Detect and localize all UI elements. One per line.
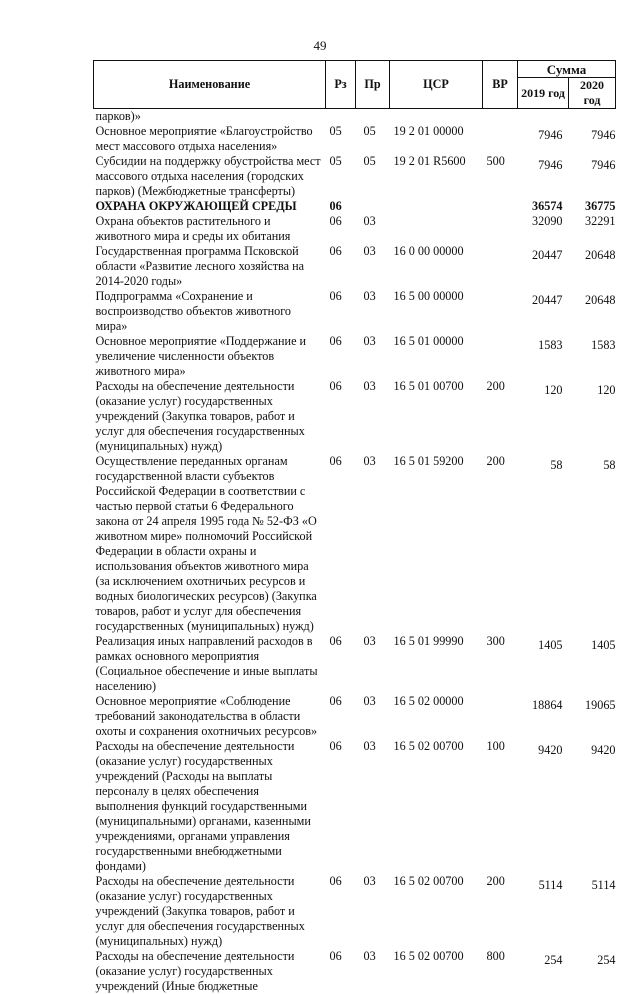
- cell-csr: 16 5 01 59200: [390, 454, 483, 634]
- table-row: [94, 739, 616, 874]
- cell-name: Субсидии на поддержку обустройства мест массового отдыха населения (городских парков) (Межбюджетные трансферты): [94, 154, 326, 199]
- table-row: [94, 949, 616, 994]
- table-row: [94, 334, 616, 379]
- cell-csr: 16 5 01 00000: [390, 334, 483, 379]
- cell-csr: [390, 109, 483, 125]
- cell-vr: 500: [483, 154, 518, 199]
- cell-s19: 7946: [518, 124, 569, 154]
- table-row: [94, 694, 616, 739]
- cell-name: Расходы на обеспечение деятельности (оказание услуг) государственных учреждений (Иные бюджетные: [94, 949, 326, 994]
- cell-rz: 06: [326, 694, 356, 739]
- header-csr: ЦСР: [390, 61, 483, 109]
- cell-s19: 5114: [518, 874, 569, 949]
- cell-rz: 06: [326, 739, 356, 874]
- cell-s20: 20648: [569, 244, 616, 289]
- cell-pr: 05: [356, 154, 390, 199]
- cell-name: Расходы на обеспечение деятельности (оказание услуг) государственных учреждений (Закупка товаров, работ и услуг для обеспечения государственных (муниципальных) нужд): [94, 874, 326, 949]
- cell-csr: 16 5 02 00700: [390, 949, 483, 994]
- cell-rz: 06: [326, 244, 356, 289]
- table-row: [94, 454, 616, 634]
- table-row: [94, 199, 616, 214]
- cell-s20: 20648: [569, 289, 616, 334]
- cell-s20: 36775: [569, 199, 616, 214]
- cell-pr: 03: [356, 949, 390, 994]
- cell-csr: 19 2 01 R5600: [390, 154, 483, 199]
- cell-rz: 06: [326, 199, 356, 214]
- cell-vr: 300: [483, 634, 518, 694]
- cell-s19: 254: [518, 949, 569, 994]
- header-name: Наименование: [94, 61, 326, 109]
- cell-vr: [483, 214, 518, 244]
- cell-pr: 03: [356, 694, 390, 739]
- cell-rz: 06: [326, 634, 356, 694]
- cell-rz: 06: [326, 379, 356, 454]
- cell-csr: 16 0 00 00000: [390, 244, 483, 289]
- budget-table: [93, 60, 616, 994]
- cell-name: Подпрограмма «Сохранение и воспроизводство объектов животного мира»: [94, 289, 326, 334]
- cell-name: Расходы на обеспечение деятельности (оказание услуг) государственных учреждений (Закупка товаров, работ и услуг для обеспечения государственных (муниципальных) нужд): [94, 379, 326, 454]
- cell-s20: 7946: [569, 124, 616, 154]
- table-row: [94, 244, 616, 289]
- cell-s19: 20447: [518, 244, 569, 289]
- cell-pr: 03: [356, 244, 390, 289]
- cell-vr: 200: [483, 454, 518, 634]
- cell-pr: 03: [356, 214, 390, 244]
- cell-csr: 16 5 02 00700: [390, 874, 483, 949]
- cell-csr: [390, 199, 483, 214]
- cell-rz: 06: [326, 289, 356, 334]
- cell-vr: [483, 289, 518, 334]
- cell-name: Расходы на обеспечение деятельности (оказание услуг) государственных учреждений (Расходы на выплаты персоналу в целях обеспечения выполнения функций государственными (муниципальными) органами, казенными учреждениями, органами управления государственными внебюджетными фондами): [94, 739, 326, 874]
- cell-s20: 58: [569, 454, 616, 634]
- table-row: [94, 154, 616, 199]
- cell-s19: 120: [518, 379, 569, 454]
- cell-s20: [569, 109, 616, 125]
- cell-s19: 36574: [518, 199, 569, 214]
- table-row: [94, 289, 616, 334]
- cell-s19: 1583: [518, 334, 569, 379]
- cell-csr: 16 5 01 00700: [390, 379, 483, 454]
- cell-name: ОХРАНА ОКРУЖАЮЩЕЙ СРЕДЫ: [94, 199, 326, 214]
- cell-csr: 16 5 01 99990: [390, 634, 483, 694]
- cell-vr: 100: [483, 739, 518, 874]
- cell-csr: [390, 214, 483, 244]
- cell-s19: 32090: [518, 214, 569, 244]
- cell-vr: [483, 694, 518, 739]
- cell-s20: 1583: [569, 334, 616, 379]
- cell-name: Осуществление переданных органам государственной власти субъектов Российской Федерации в соответствии с частью первой статьи 6 Федерального закона от 24 апреля 1995 года № 52-ФЗ «О животном мире» полномочий Российской Федерации в области охраны и использования объектов животного мира (за исключением охотничьих ресурсов и водных биологических ресурсов) (Закупка товаров, работ и услуг для обеспечения государственных (муниципальных) нужд): [94, 454, 326, 634]
- cell-vr: [483, 124, 518, 154]
- cell-s20: 5114: [569, 874, 616, 949]
- cell-csr: 16 5 02 00000: [390, 694, 483, 739]
- cell-name: Основное мероприятие «Благоустройство мест массового отдыха населения»: [94, 124, 326, 154]
- cell-vr: 200: [483, 379, 518, 454]
- cell-s20: 19065: [569, 694, 616, 739]
- cell-pr: 03: [356, 634, 390, 694]
- cell-s19: 18864: [518, 694, 569, 739]
- cell-pr: 03: [356, 739, 390, 874]
- cell-csr: 16 5 00 00000: [390, 289, 483, 334]
- header-pr: Пр: [356, 61, 390, 109]
- cell-pr: 03: [356, 454, 390, 634]
- cell-s20: 32291: [569, 214, 616, 244]
- cell-pr: [356, 199, 390, 214]
- table-row: [94, 874, 616, 949]
- cell-s20: 1405: [569, 634, 616, 694]
- table-body: [94, 109, 616, 994]
- cell-pr: 03: [356, 874, 390, 949]
- cell-rz: [326, 109, 356, 125]
- cell-s19: 9420: [518, 739, 569, 874]
- cell-name: парков)»: [94, 109, 326, 125]
- cell-vr: 800: [483, 949, 518, 994]
- table-row: [94, 214, 616, 244]
- cell-name: Государственная программа Псковской области «Развитие лесного хозяйства на 2014-2020 годы»: [94, 244, 326, 289]
- header-year-2019: 2019 год: [518, 78, 569, 109]
- table-row: [94, 379, 616, 454]
- cell-s20: 120: [569, 379, 616, 454]
- cell-vr: [483, 199, 518, 214]
- header-year-2020: 2020 год: [569, 78, 616, 109]
- cell-pr: 05: [356, 124, 390, 154]
- cell-vr: [483, 244, 518, 289]
- cell-rz: 06: [326, 874, 356, 949]
- cell-name: Основное мероприятие «Соблюдение требований законодательства в области охоты и сохранения охотничьих ресурсов»: [94, 694, 326, 739]
- cell-rz: 06: [326, 454, 356, 634]
- cell-vr: [483, 109, 518, 125]
- cell-rz: 06: [326, 949, 356, 994]
- page-number: 49: [0, 38, 640, 54]
- cell-rz: 06: [326, 214, 356, 244]
- table-header: [94, 61, 616, 109]
- cell-name: Реализация иных направлений расходов в рамках основного мероприятия (Социальное обеспечение и иные выплаты населению): [94, 634, 326, 694]
- table-row: [94, 634, 616, 694]
- cell-s19: [518, 109, 569, 125]
- cell-s19: 1405: [518, 634, 569, 694]
- cell-name: Основное мероприятие «Поддержание и увеличение численности объектов животного мира»: [94, 334, 326, 379]
- cell-s20: 7946: [569, 154, 616, 199]
- cell-s20: 9420: [569, 739, 616, 874]
- cell-pr: 03: [356, 379, 390, 454]
- cell-pr: [356, 109, 390, 125]
- cell-rz: 05: [326, 124, 356, 154]
- cell-vr: 200: [483, 874, 518, 949]
- header-sum: Сумма: [518, 61, 616, 78]
- cell-pr: 03: [356, 289, 390, 334]
- cell-s19: 20447: [518, 289, 569, 334]
- cell-s19: 58: [518, 454, 569, 634]
- cell-rz: 06: [326, 334, 356, 379]
- cell-s20: 254: [569, 949, 616, 994]
- cell-csr: 16 5 02 00700: [390, 739, 483, 874]
- table-row: [94, 124, 616, 154]
- cell-s19: 7946: [518, 154, 569, 199]
- header-vr: ВР: [483, 61, 518, 109]
- cell-pr: 03: [356, 334, 390, 379]
- cell-rz: 05: [326, 154, 356, 199]
- header-rz: Рз: [326, 61, 356, 109]
- cell-vr: [483, 334, 518, 379]
- table-row: [94, 109, 616, 125]
- cell-name: Охрана объектов растительного и животного мира и среды их обитания: [94, 214, 326, 244]
- cell-csr: 19 2 01 00000: [390, 124, 483, 154]
